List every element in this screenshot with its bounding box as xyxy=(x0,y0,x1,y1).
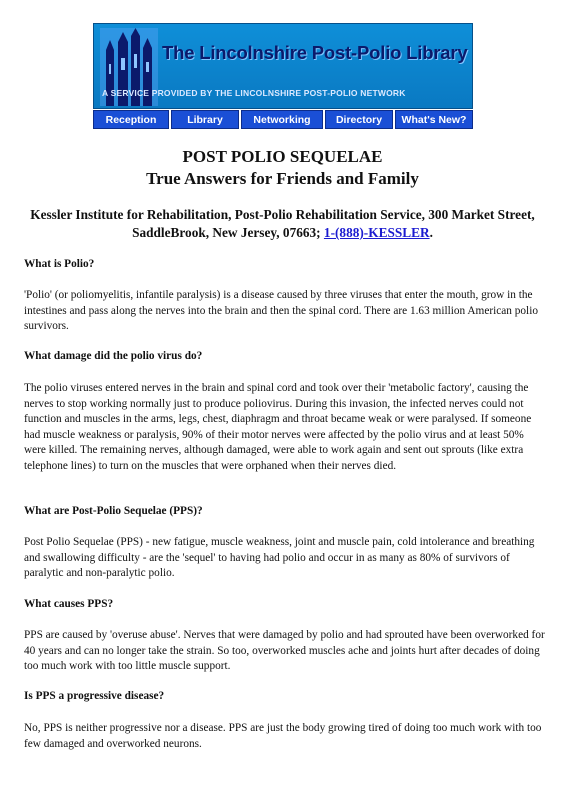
answer-paragraph: 'Polio' (or poliomyelitis, infantile paralysis) is a disease caused by three viruses that enter the mouth, grow in the intestines and pass along the nerves into the brain and then the spinal cord. There are 1.63 million American polio survivors. xyxy=(24,289,538,332)
institute-suffix: . xyxy=(429,225,433,240)
nav-whats-new[interactable]: What's New? xyxy=(395,110,473,129)
banner-subtitle: A SERVICE PROVIDED BY THE LINCOLNSHIRE POST-POLIO NETWORK xyxy=(102,88,406,98)
answer-paragraph: PPS are caused by 'overuse abuse'. Nerves that were damaged by polio and had sprouted have been overworked for 40 years and can no longer take the strain. So too, overworked muscles ache and joints hurt after decades of doing too much work with too little muscle support. xyxy=(24,629,545,672)
institute-address xyxy=(24,206,541,242)
nav-library[interactable]: Library xyxy=(171,110,239,129)
question-heading: What causes PPS? xyxy=(24,598,114,610)
document-title: POST POLIO SEQUELAE xyxy=(182,147,383,166)
answer-paragraph: No, PPS is neither progressive nor a disease. PPS are just the body growing tired of doing too much work with too few damaged and overworked neurons. xyxy=(24,722,542,750)
question-heading: Is PPS a progressive disease? xyxy=(24,690,165,702)
banner-title: The Lincolnshire Post-Polio Library xyxy=(162,42,468,63)
site-banner xyxy=(93,23,473,129)
nav-networking[interactable]: Networking xyxy=(241,110,323,129)
banner-header[interactable] xyxy=(93,23,473,109)
nav-directory[interactable]: Directory xyxy=(325,110,393,129)
question-heading: What damage did the polio virus do? xyxy=(24,350,203,362)
nav-reception[interactable]: Reception xyxy=(93,110,169,129)
nav-bar xyxy=(93,110,473,129)
phone-link[interactable]: 1-(888)-KESSLER xyxy=(323,225,430,240)
question-heading: What is Polio? xyxy=(24,258,95,270)
institute-text: Kessler Institute for Rehabilitation, Post-Polio Rehabilitation Service, 300 Market Street, SaddleBrook, New Jersey, 07663; xyxy=(30,207,535,240)
question-heading: What are Post-Polio Sequelae (PPS)? xyxy=(24,505,203,517)
document-subtitle: True Answers for Friends and Family xyxy=(146,169,419,188)
answer-paragraph: The polio viruses entered nerves in the brain and spinal cord and took over their 'metabolic factory', causing the nerves to stop working normally just to produce poliovirus. During this invasion, the infected nerves could not function and muscles in the arms, legs, chest, diaphragm and throat became weak or were paralysed. If someone had muscle weakness or paralysis, 90% of their motor nerves were affected by the polio virus and at least 50% were killed. The remaining nerves, although damaged, were able to work again and sent out sprouts (like extra telephone lines) to turn on the muscles that were orphaned when their nerves died. xyxy=(24,382,532,472)
answer-paragraph: Post Polio Sequelae (PPS) - new fatigue, muscle weakness, joint and muscle pain, cold intolerance and breathing and swallowing difficulty - are the 'sequel' to having had polio and occur in as many as 80% of survivors of paralytic and non-paralytic polio. xyxy=(24,536,535,579)
